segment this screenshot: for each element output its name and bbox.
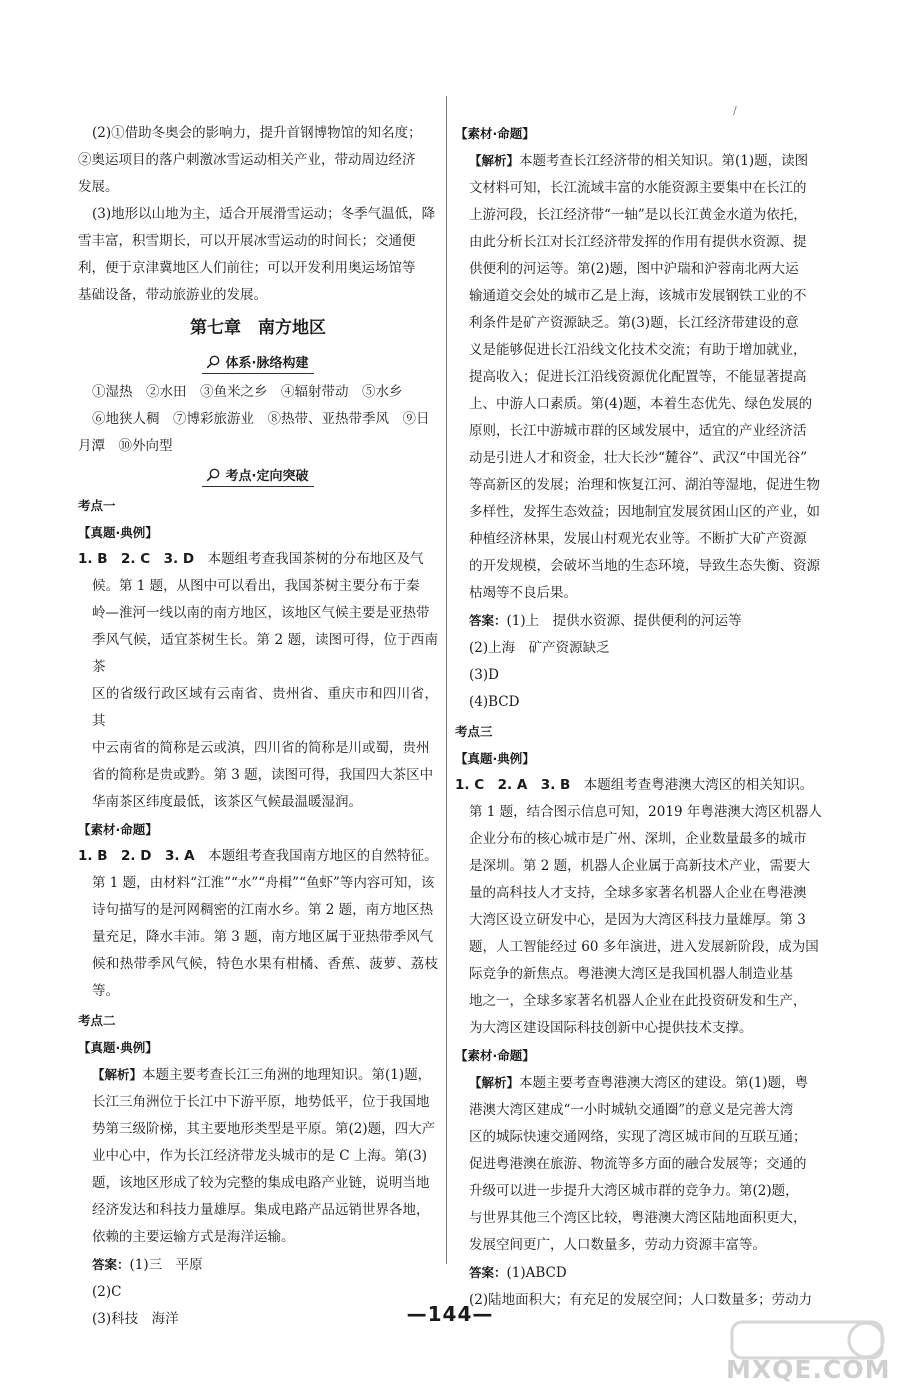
framework-list <box>78 379 438 460</box>
text-line: 种植经济林果，发展山村观光农业等。不断扩大矿产资源 <box>469 531 807 547</box>
left-column <box>78 120 438 1333</box>
analysis-block <box>455 1069 827 1259</box>
text-line: 势第三级阶梯，其主要地形类型是平原。第(2)题，四大产 <box>92 1121 436 1137</box>
question-numbers: 1. C 2. A 3. B <box>455 777 571 793</box>
text-line: 多样性，发挥生态效益；因地制宜发展贫困山区的产业，如 <box>469 504 820 520</box>
text-line: 地之一，全球多家著名机器人企业在此投资研发和生产， <box>469 993 807 1009</box>
answer-text: (1)ABCD <box>506 1265 567 1281</box>
text-line: ①湿热 ②水田 ③鱼米之乡 ④辐射带动 ⑤水乡 <box>92 384 403 400</box>
answer-line: (3)科技 海洋 <box>92 1311 179 1327</box>
text-line: 经济发达和科技力量雄厚。集成电路产品远销世界各地， <box>92 1202 430 1218</box>
text-line: 业中心中，作为长江经济带龙头城市的是 C 上海。第(3) <box>92 1148 428 1164</box>
text-line <box>78 843 438 870</box>
text-line: 季风气候，适宜茶树生长。第 2 题，读图可得，位于西南茶 <box>92 632 438 675</box>
text-line: 中云南省的简称是云或滇，四川省的简称是川或蜀，贵州 <box>92 740 430 756</box>
text-line: 枯竭等不良后果。 <box>469 585 577 601</box>
question-text: 本题组考查我国茶树的分布地区及气 <box>194 551 424 567</box>
answer-label: 答案： <box>469 1265 507 1280</box>
text-line: 区的省级行政区域有云南省、贵州省、重庆市和四川省，其 <box>92 686 438 729</box>
text-line: ②奥运项目的落户刺激冰雪运动相关产业，带动周边经济 <box>78 152 416 168</box>
question-numbers: 1. B 2. C 3. D <box>78 551 195 567</box>
text-line: 由此分析长江对长江经济带发挥的作用有提供水资源、提 <box>469 234 807 250</box>
text-line: 为大湾区建设国际科技创新中心提供技术支撑。 <box>469 1020 753 1036</box>
text-line: 题，人工智能经过 60 多年演进，进入发展新阶段，成为国 <box>469 939 819 955</box>
text-line: 雪丰富，积雪期长，可以开展冰雪运动的时间长；交通便 <box>78 233 416 249</box>
text-line: 等高新区的发展；治理和恢复江河、湖泊等湿地，促进生物 <box>469 477 820 493</box>
text-line: 月潭 ⑩外向型 <box>78 438 173 454</box>
answer-line <box>455 1259 827 1287</box>
text-line <box>78 1061 438 1089</box>
magnifier-icon <box>206 355 220 369</box>
text-line: 大湾区设立研发中心，是因为大湾区科技力量雄厚。第 3 <box>469 912 806 928</box>
zhenti-heading: 【真题·典例】 <box>78 1040 158 1055</box>
text-line <box>455 772 827 799</box>
text-line: 企业分布的核心城市是广州、深圳，企业数量最多的城市 <box>469 831 807 847</box>
sucai-heading: 【素材·命题】 <box>455 1048 535 1063</box>
analysis-block <box>78 1061 438 1251</box>
text-line: 促进粤港澳在旅游、物流等多方面的融合发展等；交通的 <box>469 1156 807 1172</box>
text-line: 量充足，降水丰沛。第 3 题，南方地区属于亚热带季风气 <box>92 929 434 945</box>
text-line: 供便利的河运等。第(2)题，图中沪瑞和沪蓉南北两大运 <box>469 261 799 277</box>
answer-line: (2)C <box>92 1284 122 1300</box>
answer-line: (2)陆地面积大；有充足的发展空间；人口数量多；劳动力 <box>469 1292 813 1308</box>
text-line: 依赖的主要运输方式是海洋运输。 <box>92 1229 295 1245</box>
answer-list <box>455 635 827 716</box>
text-line: 动是引进人才和资金，壮大长沙“麓谷”、武汉“中国光谷” <box>469 450 808 466</box>
section-heading-breakthrough <box>78 462 438 490</box>
text-line: 题，该地区形成了较为完整的集成电路产业链，说明当地 <box>92 1175 430 1191</box>
page-number: —144— <box>406 1302 494 1326</box>
chapter-title: 第七章 南方地区 <box>190 318 326 338</box>
column-divider <box>446 96 447 1264</box>
kaodian-heading: 考点二 <box>78 1013 116 1028</box>
text-line: 华南茶区纬度最低，该茶区气候最温暖湿润。 <box>92 794 362 810</box>
answer-label: 答案： <box>469 613 507 628</box>
text-line: 原则，长江中游城市群的区域发展中，适宜的产业经济活 <box>469 423 807 439</box>
text-line: 第 1 题，结合图示信息可知，2019 年粤港澳大湾区机器人 <box>469 804 822 820</box>
question-block <box>78 843 438 1005</box>
text-line: 升级可以进一步提升大湾区城市群的竞争力。第(2)题， <box>469 1183 799 1199</box>
jiexi-label: 【解析】 <box>92 1067 143 1082</box>
watermark-text: MXQE.COM <box>726 1355 891 1384</box>
text-line: 发展空间更广，人口数量多，劳动力资源丰富等。 <box>469 1237 766 1253</box>
text-line: 发展。 <box>78 179 119 195</box>
sucai-heading: 【素材·命题】 <box>455 126 535 141</box>
text-line: 候。第 1 题，从图中可以看出，我国茶树主要分布于秦 <box>92 578 420 594</box>
question-block <box>78 546 438 816</box>
question-numbers: 1. B 2. D 3. A <box>78 848 195 864</box>
text-line: 利，便于京津冀地区人们前往；可以开发利用奥运场馆等 <box>78 260 416 276</box>
text-line: 候和热带季风气候，特色水果有柑橘、香蕉、菠萝、荔枝等。 <box>92 956 438 999</box>
question-block <box>455 772 827 1042</box>
text-line: ⑥地狭人稠 ⑦博彩旅游业 ⑧热带、亚热带季风 ⑨日 <box>92 411 430 427</box>
question-text: 本题组考查粤港澳大湾区的相关知识。 <box>570 777 814 793</box>
text-line: 的开发规模，会破坏当地的生态环境，导致生态失衡、资源 <box>469 558 820 574</box>
jiexi-label: 【解析】 <box>469 1075 520 1090</box>
text-line: 际竞争的新焦点。粤港澳大湾区是我国机器人制造业基 <box>469 966 793 982</box>
jiexi-label: 【解析】 <box>469 153 520 168</box>
section-heading-label: 考点·定向突破 <box>225 469 309 484</box>
zhenti-heading: 【真题·典例】 <box>455 751 535 766</box>
section-heading-framework <box>78 349 438 377</box>
analysis-text: 本题主要考查长江三角洲的地理知识。第(1)题， <box>142 1067 432 1083</box>
answer-line: (3)D <box>469 667 499 683</box>
answer-line: (4)BCD <box>469 694 520 710</box>
text-line: 提高收入；促进长江沿线资源优化配置等，不能显著提高 <box>469 369 807 385</box>
text-line: 与世界其他三个湾区比较，粤港澳大湾区陆地面积更大， <box>469 1210 807 1226</box>
text-line: 港澳大湾区建成“一小时城轨交通圈”的意义是完善大湾 <box>469 1102 794 1118</box>
analysis-text: 本题主要考查粤港澳大湾区的建设。第(1)题，粤 <box>519 1075 809 1091</box>
text-line: 是深圳。第 2 题，机器人企业属于高新技术产业，需要大 <box>469 858 811 874</box>
zhenti-heading: 【真题·典例】 <box>78 525 158 540</box>
watermark <box>726 1318 896 1388</box>
stray-mark: / <box>733 104 737 117</box>
magnifier-icon <box>206 468 220 482</box>
section-heading-label: 体系·脉络构建 <box>225 356 309 371</box>
right-column <box>455 120 827 1314</box>
analysis-text: 本题考查长江经济带的相关知识。第(1)题，读图 <box>519 153 809 169</box>
text-line: 量的高科技人才支持，全球多家著名机器人企业在粤港澳 <box>469 885 807 901</box>
text-line: 基础设备，带动旅游业的发展。 <box>78 287 267 303</box>
text-line: (2)①借助冬奥会的影响力，提升首钢博物馆的知名度； <box>92 125 422 141</box>
answer-line <box>78 1251 438 1279</box>
answer-line: (2)上海 矿产资源缺乏 <box>469 640 610 656</box>
question-text: 本题组考查我国南方地区的自然特征。 <box>194 848 438 864</box>
sucai-heading: 【素材·命题】 <box>78 822 158 837</box>
text-line: 上、中游人口素质。第(4)题，本着生态优先、绿色发展的 <box>469 396 813 412</box>
text-line <box>455 1069 827 1097</box>
text-line: (3)地形以山地为主，适合开展滑雪运动；冬季气温低，降 <box>92 206 436 222</box>
kaodian-heading: 考点一 <box>78 498 116 513</box>
text-line: 诗句描写的是河网稠密的江南水乡。第 2 题，南方地区热 <box>92 902 434 918</box>
text-line: 区的城际快速交通网络，实现了湾区城市间的互联互通； <box>469 1129 807 1145</box>
text-line: 输通道交会处的城市乙是上海，该城市发展钢铁工业的不 <box>469 288 807 304</box>
text-line: 义是能够促进长江沿线文化技术交流；有助于增加就业， <box>469 342 807 358</box>
text-line: 利条件是矿产资源缺乏。第(3)题，长江经济带建设的意 <box>469 315 799 331</box>
answer-text: (1)上 提供水资源、提供便利的河运等 <box>506 613 742 629</box>
text-line: 长江三角洲位于长江中下游平原，地势低平，位于我国地 <box>92 1094 430 1110</box>
text-line: 第 1 题，由材料“江淮”“水”“舟楫”“鱼虾”等内容可知，该 <box>92 875 435 891</box>
text-line: 岭—淮河一线以南的南方地区，该地区气候主要是亚热带 <box>92 605 430 621</box>
analysis-block <box>455 147 827 607</box>
kaodian-heading: 考点三 <box>455 724 493 739</box>
answer-label: 答案： <box>92 1257 130 1272</box>
answer-text: (1)三 平原 <box>129 1257 203 1273</box>
answer-line <box>455 607 827 635</box>
text-line <box>455 147 827 175</box>
text-line: 文材料可知，长江流域丰富的水能资源主要集中在长江的 <box>469 180 807 196</box>
prev-answer-block <box>78 120 438 309</box>
text-line: 省的简称是贵或黔。第 3 题，读图可得，我国四大茶区中 <box>92 767 434 783</box>
text-line <box>78 546 438 573</box>
text-line: 上游河段，长江经济带“一轴”是以长江黄金水道为依托， <box>469 207 807 223</box>
